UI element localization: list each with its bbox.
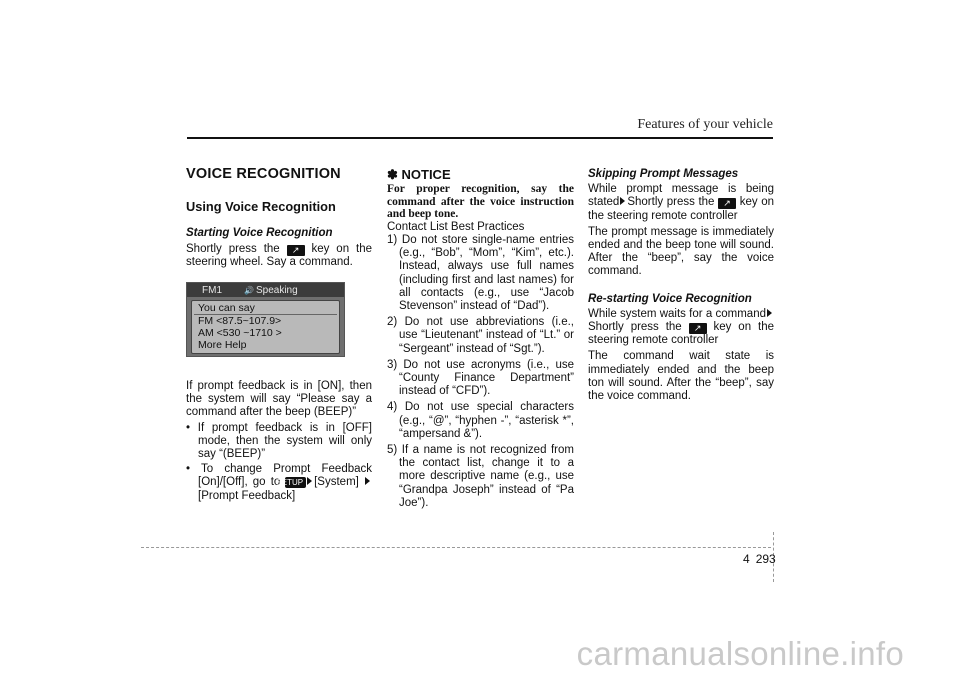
skip-text — [588, 183, 774, 223]
notice-title: ✽ NOTICE — [387, 167, 451, 182]
right-arrow-icon — [767, 309, 772, 317]
starting-heading: Starting Voice Recognition — [186, 227, 333, 240]
header-title: Features of your vehicle — [637, 117, 773, 132]
skip-text-a: While prompt message is being stated — [588, 183, 774, 209]
list-item-5: 5) If a name is not recognized from the contact list, change it to a more descriptive name (e.g., use “Grandpa Joseph” instead of “Pa Joe”). — [387, 443, 574, 509]
restart-text-c: key on the steering remote controller — [588, 321, 774, 347]
talk-key-icon: ↗ — [287, 245, 305, 256]
screen-line-4: More Help — [198, 339, 247, 352]
column-1 — [186, 164, 372, 503]
chapter-number: 4 — [743, 552, 750, 566]
restart-heading: Re-starting Voice Recognition — [588, 292, 752, 305]
restart-text-a: While system waits for a command — [588, 307, 766, 320]
list-item-2: 2) Do not use abbreviations (i.e., use “Lieutenant” instead of “Lt.” or “Sergeant” instead of “Sgt.”). — [387, 316, 574, 355]
footer-rule — [141, 547, 771, 548]
page-number-value: 293 — [755, 552, 776, 566]
screen-line-2: FM <87.5~107.9> — [198, 315, 282, 328]
page-number — [743, 552, 776, 566]
starting-text — [186, 243, 372, 269]
bullet-1: • If prompt feedback is in [OFF] mode, then the system will only say “(BEEP)” — [186, 421, 372, 461]
restart-text-b: Shortly press the — [588, 321, 682, 334]
restart-text-2: The command wait state is immediately ended and the beep ton will sound. After the “beep”, say the voice command. — [588, 350, 774, 403]
screen-command-box — [191, 300, 340, 354]
subsection-title: Using Voice Recognition — [186, 199, 336, 215]
screen-line-3: AM <530 ~1710 > — [198, 327, 282, 340]
bullet-2: • To change Prompt Feedback [On]/[Off], go to SETUP [System] [Prompt Feedback] — [186, 463, 373, 502]
bullet-2-text-a: To change Prompt Feedback [On]/[Off], go to — [198, 463, 373, 489]
list-title: Contact List Best Practices — [387, 220, 525, 233]
skip-text-c: key on the steering remote controller — [588, 196, 775, 222]
bullet-2-text-b: [System] — [314, 476, 359, 489]
skip-text-2: The prompt message is immediately ended and the beep tone will sound. After the “beep”, say the voice command. — [588, 225, 774, 278]
right-arrow-icon — [365, 477, 370, 485]
voice-screen-image — [186, 282, 345, 357]
talk-key-icon: ↗ — [718, 198, 736, 209]
talk-key-icon: ↗ — [689, 323, 707, 334]
screen-tab-speaking: 🔊 Speaking — [244, 284, 298, 297]
bullet-2-text-c: [Prompt Feedback] — [198, 489, 296, 502]
skip-heading: Skipping Prompt Messages — [588, 168, 739, 180]
starting-text-a: Shortly press the — [186, 242, 280, 255]
list-item-1: 1) Do not store single-name entries (e.g., “Bob”, “Mom”, “Kim”, etc.). Instead, always use full names (including first and last names) for all contacts (e.g., use “Jacob Stevenson” instead of “Dad”). — [387, 233, 574, 312]
column-2 — [387, 164, 574, 513]
skip-text-b: Shortly press the — [627, 196, 715, 209]
header-rule — [187, 137, 773, 139]
screen-tab-fm: FM1 — [202, 285, 222, 297]
right-arrow-icon — [307, 477, 312, 485]
feedback-text: If prompt feedback is in [ON], then the system will say “Please say a command after the beep (BEEP)” — [186, 380, 372, 419]
notice-lead: For proper recognition, say the command after the voice instruction and beep tone. — [387, 183, 574, 221]
restart-text — [588, 308, 774, 348]
screen-line-1: You can say — [198, 302, 255, 315]
column-3 — [588, 164, 774, 403]
bullet-1-text: If prompt feedback is in [OFF] mode, then the system will only say “(BEEP)” — [197, 421, 372, 461]
starting-text-b: key on the steering wheel. Say a command. — [186, 242, 372, 268]
list-item-4: 4) Do not use special characters (e.g., “@”, “hyphen -”, “asterisk *”, “ampersand &”). — [387, 401, 574, 440]
list-item-3: 3) Do not use acronyms (i.e., use “County Finance Department” instead of “CFD”). — [387, 358, 574, 398]
setup-key: SETUP — [285, 477, 306, 488]
section-title: VOICE RECOGNITION — [186, 166, 341, 182]
right-arrow-icon — [620, 197, 625, 205]
watermark: carmanualsonline.info — [576, 635, 904, 672]
